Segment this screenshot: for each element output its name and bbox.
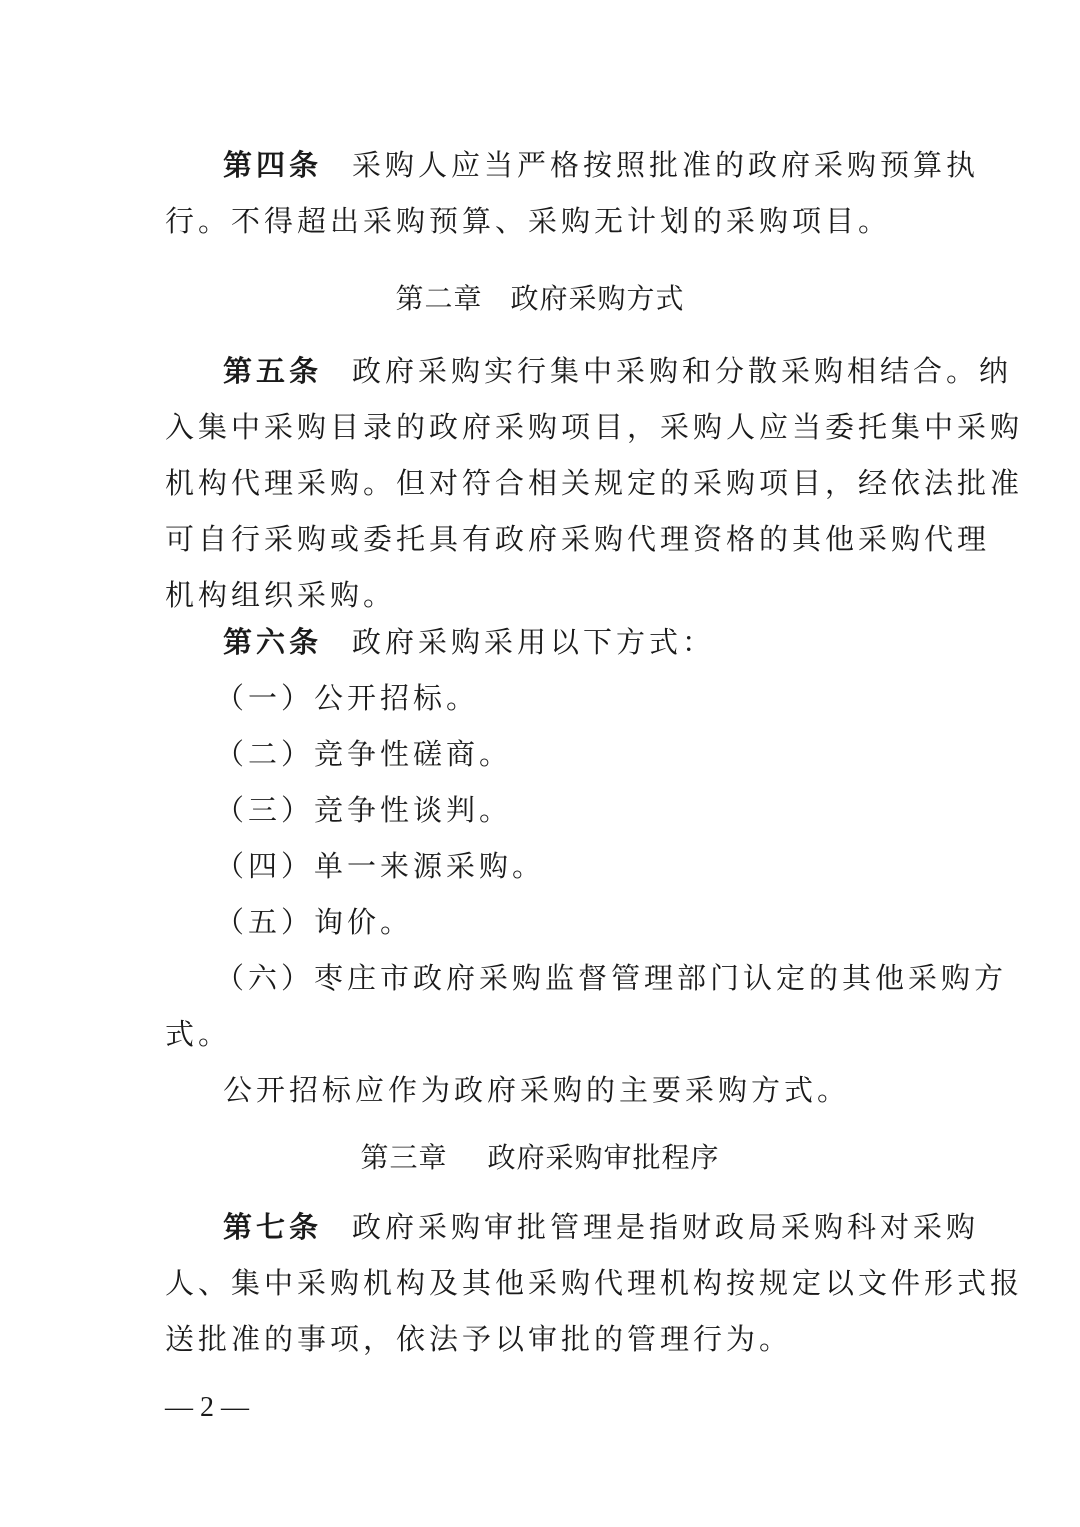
method-item-5: （五）询价。 [215, 905, 414, 939]
article-5-line-2: 入集中采购目录的政府采购项目，采购人应当委托集中采购 [165, 410, 1024, 444]
article-7-line-2: 人、集中采购机构及其他采购代理机构按规定以文件形式报 [165, 1266, 1024, 1300]
article-6 [165, 614, 1008, 1118]
article-6-label: 第六条 [223, 625, 323, 659]
chapter-3-heading [0, 1138, 1080, 1178]
method-item-6: （六）枣庄市政府采购监督管理部门认定的其他采购方 [215, 961, 1008, 995]
article-7-line-3: 送批准的事项，依法予以审批的管理行为。 [165, 1322, 793, 1356]
chapter-3-title: 政府采购审批程序 [487, 1141, 720, 1174]
method-item-1: （一）公开招标。 [215, 681, 480, 715]
article-7-text-1: 政府采购审批管理是指财政局采购科对采购 [352, 1210, 980, 1244]
article-6-closing: 公开招标应作为政府采购的主要采购方式。 [223, 1073, 851, 1107]
chapter-2-heading [0, 279, 1080, 319]
chapter-2-title: 政府采购方式 [510, 282, 685, 315]
chapter-2-number: 第二章 [395, 282, 483, 315]
article-6-intro: 政府采购采用以下方式： [352, 625, 716, 659]
article-5-line-5: 机构组织采购。 [165, 578, 397, 612]
article-4-text-1: 采购人应当严格按照批准的政府采购预算执 [352, 148, 980, 182]
article-4-line-2: 行。不得超出采购预算、采购无计划的采购项目。 [165, 204, 892, 238]
article-4-label: 第四条 [223, 148, 323, 182]
article-4-line-1 [165, 137, 980, 193]
method-item-4: （四）单一来源采购。 [215, 849, 546, 883]
article-6-intro-line [165, 614, 917, 670]
article-5 [165, 343, 1024, 623]
article-4 [165, 137, 980, 249]
method-item-3: （三）竞争性谈判。 [215, 793, 513, 827]
article-7-label: 第七条 [223, 1210, 323, 1244]
article-7 [165, 1199, 1024, 1367]
chapter-3-number: 第三章 [360, 1141, 448, 1174]
article-7-line-1 [165, 1199, 980, 1255]
page-number: — 2 — [165, 1392, 249, 1423]
method-item-6-cont: 式。 [165, 1017, 232, 1051]
article-5-line-3: 机构代理采购。但对符合相关规定的采购项目，经依法批准 [165, 466, 1024, 500]
article-5-label: 第五条 [223, 354, 323, 388]
method-item-2: （二）竞争性磋商。 [215, 737, 513, 771]
article-5-text-1: 政府采购实行集中采购和分散采购相结合。纳 [352, 354, 1013, 388]
article-5-line-1 [165, 343, 1013, 399]
article-5-line-4: 可自行采购或委托具有政府采购代理资格的其他采购代理 [165, 522, 991, 556]
